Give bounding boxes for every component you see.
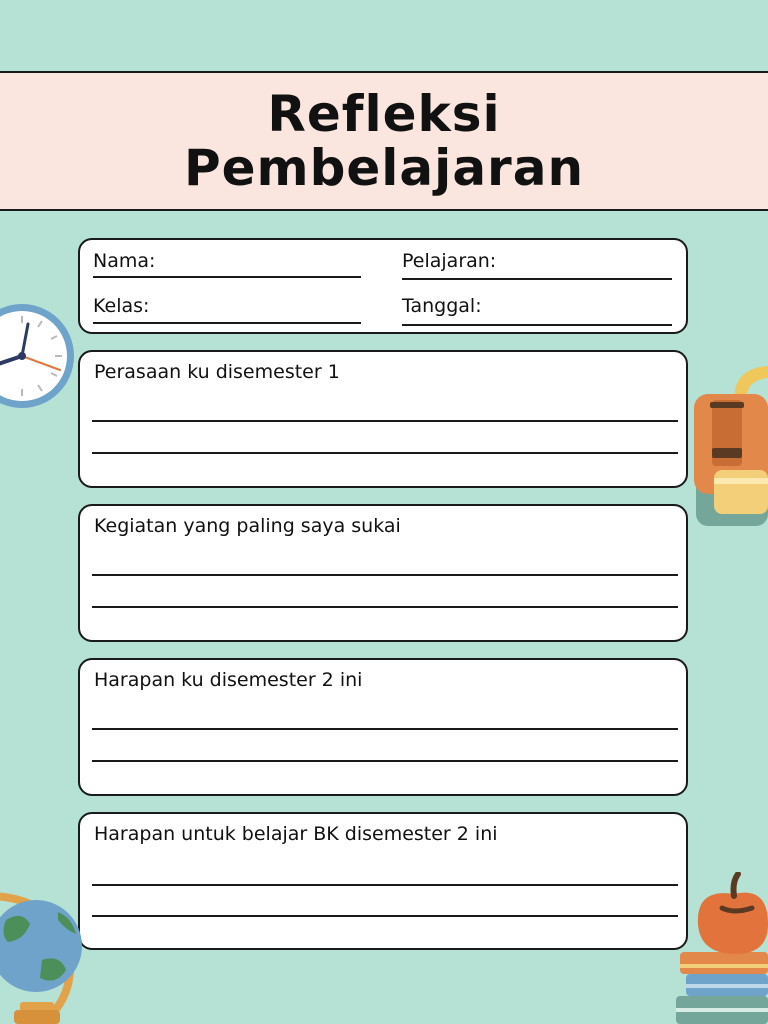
nama-field[interactable]	[93, 276, 361, 278]
answer-line[interactable]	[92, 915, 678, 917]
answer-line[interactable]	[92, 574, 678, 576]
answer-line[interactable]	[92, 884, 678, 886]
answer-line[interactable]	[92, 606, 678, 608]
tanggal-field[interactable]	[402, 324, 672, 326]
section-card-harapan-bk	[78, 812, 688, 950]
clock-icon	[0, 304, 78, 408]
answer-line[interactable]	[92, 452, 678, 454]
apple-on-books-icon	[676, 872, 768, 1024]
section-card-harapan	[78, 658, 688, 796]
section-title: Kegiatan yang paling saya sukai	[94, 515, 401, 537]
pelajaran-field[interactable]	[402, 278, 672, 280]
answer-line[interactable]	[92, 728, 678, 730]
backpack-icon	[694, 360, 768, 530]
answer-line[interactable]	[92, 420, 678, 422]
pelajaran-label: Pelajaran:	[402, 250, 497, 272]
title-banner	[0, 71, 768, 211]
nama-label: Nama:	[93, 250, 156, 272]
kelas-label: Kelas:	[93, 295, 150, 317]
tanggal-label: Tanggal:	[402, 295, 482, 317]
section-card-kegiatan	[78, 504, 688, 642]
section-title: Perasaan ku disemester 1	[94, 361, 340, 383]
section-title: Harapan ku disemester 2 ini	[94, 669, 363, 691]
page-title-line-2: Pembelajaran	[183, 139, 585, 197]
section-card-perasaan	[78, 350, 688, 488]
globe-icon	[0, 890, 86, 1024]
section-title: Harapan untuk belajar BK disemester 2 ini	[94, 823, 498, 845]
answer-line[interactable]	[92, 760, 678, 762]
page-title-line-1: Refleksi	[267, 85, 501, 143]
student-info-card	[78, 238, 688, 334]
kelas-field[interactable]	[93, 322, 361, 324]
